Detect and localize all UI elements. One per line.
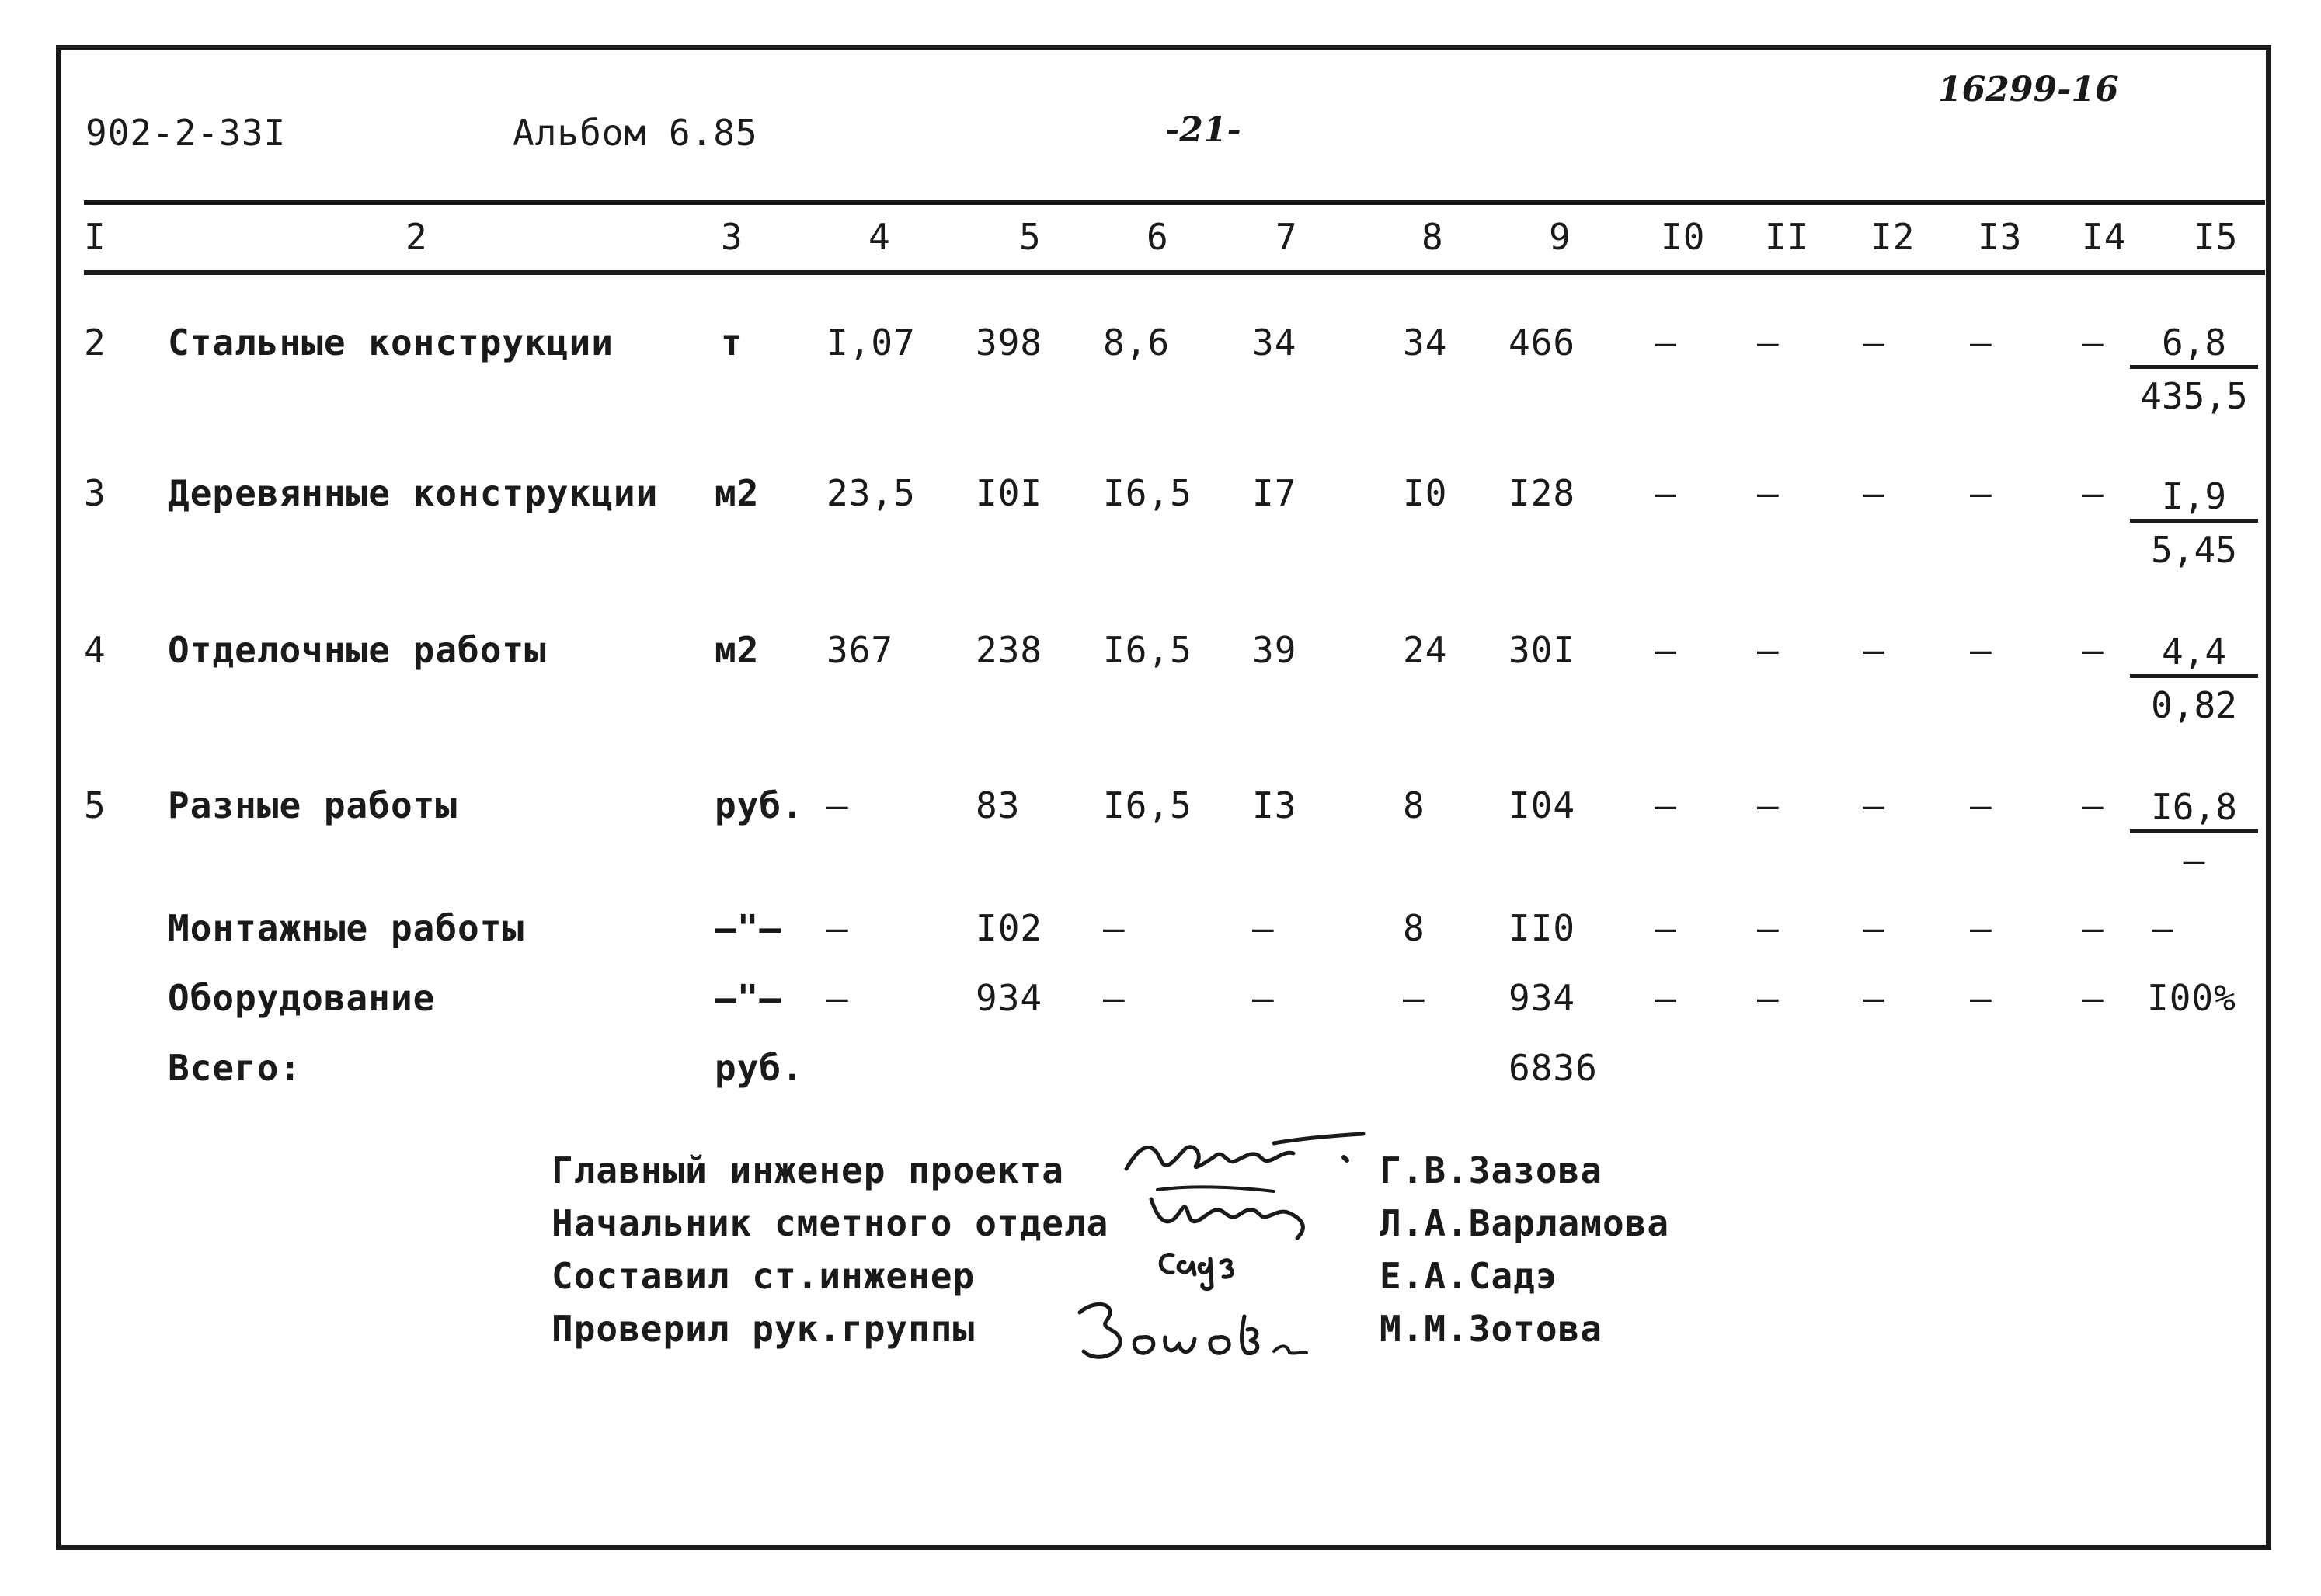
cell-col13: –	[1970, 907, 1992, 949]
cell-col4: –	[826, 977, 849, 1019]
cell-col7: I7	[1252, 472, 1297, 514]
row-unit: –"–	[715, 907, 782, 949]
cell-col5: I0I	[976, 472, 1043, 514]
cell-col9: 466	[1508, 322, 1576, 363]
handwritten-signature-4	[1064, 1289, 1336, 1375]
cell-col8: –	[1403, 977, 1425, 1019]
cell-col14: –	[2082, 907, 2104, 949]
fraction-numerator: I6,8	[2130, 789, 2258, 833]
total-label: Всего:	[168, 1047, 302, 1089]
cell-col5: 934	[976, 977, 1043, 1019]
cell-col12: –	[1863, 784, 1885, 826]
cell-col7: –	[1252, 977, 1275, 1019]
cell-col11: –	[1757, 322, 1780, 363]
cell-col4: I,07	[826, 322, 916, 363]
cell-col8: 24	[1403, 629, 1448, 671]
col-header-6: 6	[1147, 216, 1169, 258]
row-unit: –"–	[715, 977, 782, 1019]
row-number: 2	[84, 322, 106, 363]
cell-col4: 367	[826, 629, 894, 671]
fraction-denominator: 435,5	[2140, 375, 2248, 417]
cell-col8: I0	[1403, 472, 1448, 514]
col-header-8: 8	[1421, 216, 1444, 258]
page-number: -21-	[1165, 110, 1241, 150]
row-name: Отделочные работы	[168, 629, 547, 671]
header-rule-bottom	[84, 270, 2265, 275]
cell-col7: I3	[1252, 784, 1297, 826]
cell-col10: –	[1655, 322, 1677, 363]
cell-col13: –	[1970, 322, 1992, 363]
cell-col5: 238	[976, 629, 1043, 671]
col-header-14: I4	[2082, 216, 2127, 258]
cell-col13: –	[1970, 977, 1992, 1019]
cell-col5: I02	[976, 907, 1043, 949]
signature-role: Начальник сметного отдела	[552, 1202, 1109, 1244]
col-header-5: 5	[1019, 216, 1042, 258]
row-name: Оборудование	[168, 977, 436, 1019]
cell-col12: –	[1863, 322, 1885, 363]
album-label: Альбом 6.85	[513, 112, 758, 154]
cell-col4: 23,5	[826, 472, 916, 514]
cell-col15-fraction	[2130, 631, 2258, 726]
col-header-1: I	[84, 216, 106, 258]
cell-col9: 30I	[1508, 629, 1576, 671]
cell-col14: –	[2082, 784, 2104, 826]
signature-name: М.М.Зотова	[1380, 1308, 1602, 1350]
cell-col9: I04	[1508, 784, 1576, 826]
cell-col6: –	[1103, 977, 1126, 1019]
fraction-numerator: 6,8	[2130, 325, 2258, 369]
cell-col6: I6,5	[1103, 629, 1192, 671]
row-number: 5	[84, 784, 106, 826]
cell-col9: I28	[1508, 472, 1576, 514]
cell-col10: –	[1655, 472, 1677, 514]
row-name: Стальные конструкции	[168, 322, 614, 363]
cell-col12: –	[1863, 977, 1885, 1019]
col-header-12: I2	[1870, 216, 1916, 258]
fraction-numerator: I,9	[2130, 478, 2258, 523]
handwritten-signature-3	[1150, 1240, 1266, 1294]
row-name: Разные работы	[168, 784, 458, 826]
signature-role: Главный инженер проекта	[552, 1149, 1064, 1191]
cell-col4: –	[826, 784, 849, 826]
cell-col15: I00%	[2147, 977, 2236, 1019]
cell-col5: 83	[976, 784, 1021, 826]
cell-col10: –	[1655, 784, 1677, 826]
cell-col8: 34	[1403, 322, 1448, 363]
cell-col6: I6,5	[1103, 784, 1192, 826]
col-header-4: 4	[868, 216, 891, 258]
row-number: 3	[84, 472, 106, 514]
fraction-denominator: 5,45	[2151, 529, 2237, 571]
cell-col11: –	[1757, 784, 1780, 826]
handwritten-signature-1	[1119, 1126, 1375, 1188]
row-unit: м2	[715, 472, 760, 514]
cell-col4: –	[826, 907, 849, 949]
cell-col6: I6,5	[1103, 472, 1192, 514]
cell-col10: –	[1655, 907, 1677, 949]
cell-col9: II0	[1508, 907, 1576, 949]
cell-col6: –	[1103, 907, 1126, 949]
cell-col13: –	[1970, 472, 1992, 514]
cell-col15-fraction	[2130, 786, 2258, 881]
col-header-13: I3	[1978, 216, 2023, 258]
cell-col10: –	[1655, 977, 1677, 1019]
row-name: Монтажные работы	[168, 907, 525, 949]
signature-role: Проверил рук.группы	[552, 1308, 976, 1350]
cell-col11: –	[1757, 977, 1780, 1019]
col-header-15: I5	[2194, 216, 2239, 258]
cell-col7: 34	[1252, 322, 1297, 363]
col-header-7: 7	[1275, 216, 1298, 258]
signature-name: Л.А.Варламова	[1380, 1202, 1670, 1244]
cell-col5: 398	[976, 322, 1043, 363]
signature-role: Составил ст.инженер	[552, 1255, 976, 1297]
signature-name: Г.В.Зазова	[1380, 1149, 1602, 1191]
signature-name: Е.А.Садэ	[1380, 1255, 1558, 1297]
cell-col8: 8	[1403, 907, 1425, 949]
total-value: 6836	[1508, 1047, 1598, 1089]
cell-col12: –	[1863, 629, 1885, 671]
col-header-3: 3	[721, 216, 743, 258]
cell-col11: –	[1757, 907, 1780, 949]
col-header-10: I0	[1661, 216, 1706, 258]
row-unit: м2	[715, 629, 760, 671]
cell-col11: –	[1757, 629, 1780, 671]
cell-col7: 39	[1252, 629, 1297, 671]
fraction-denominator: 0,82	[2151, 684, 2237, 726]
cell-col14: –	[2082, 322, 2104, 363]
header-rule-top	[84, 200, 2265, 205]
row-unit: т	[721, 322, 743, 363]
row-number: 4	[84, 629, 106, 671]
archive-stamp: 16299-16	[1938, 70, 2119, 110]
cell-col14: –	[2082, 472, 2104, 514]
document-code: 902-2-33I	[85, 112, 287, 154]
cell-col15: –	[2152, 907, 2174, 949]
cell-col8: 8	[1403, 784, 1425, 826]
cell-col12: –	[1863, 472, 1885, 514]
cell-col12: –	[1863, 907, 1885, 949]
cell-col11: –	[1757, 472, 1780, 514]
cell-col15-fraction	[2130, 322, 2258, 417]
row-name: Деревянные конструкции	[168, 472, 659, 514]
cell-col13: –	[1970, 784, 1992, 826]
total-unit: руб.	[715, 1047, 804, 1089]
cell-col7: –	[1252, 907, 1275, 949]
fraction-numerator: 4,4	[2130, 634, 2258, 678]
cell-col13: –	[1970, 629, 1992, 671]
cell-col10: –	[1655, 629, 1677, 671]
col-header-11: II	[1765, 216, 1810, 258]
col-header-2: 2	[405, 216, 428, 258]
cell-col14: –	[2082, 977, 2104, 1019]
fraction-denominator: –	[2183, 840, 2205, 881]
cell-col14: –	[2082, 629, 2104, 671]
cell-col6: 8,6	[1103, 322, 1171, 363]
col-header-9: 9	[1549, 216, 1571, 258]
cell-col15-fraction	[2130, 475, 2258, 571]
row-unit: руб.	[715, 784, 804, 826]
cell-col9: 934	[1508, 977, 1576, 1019]
